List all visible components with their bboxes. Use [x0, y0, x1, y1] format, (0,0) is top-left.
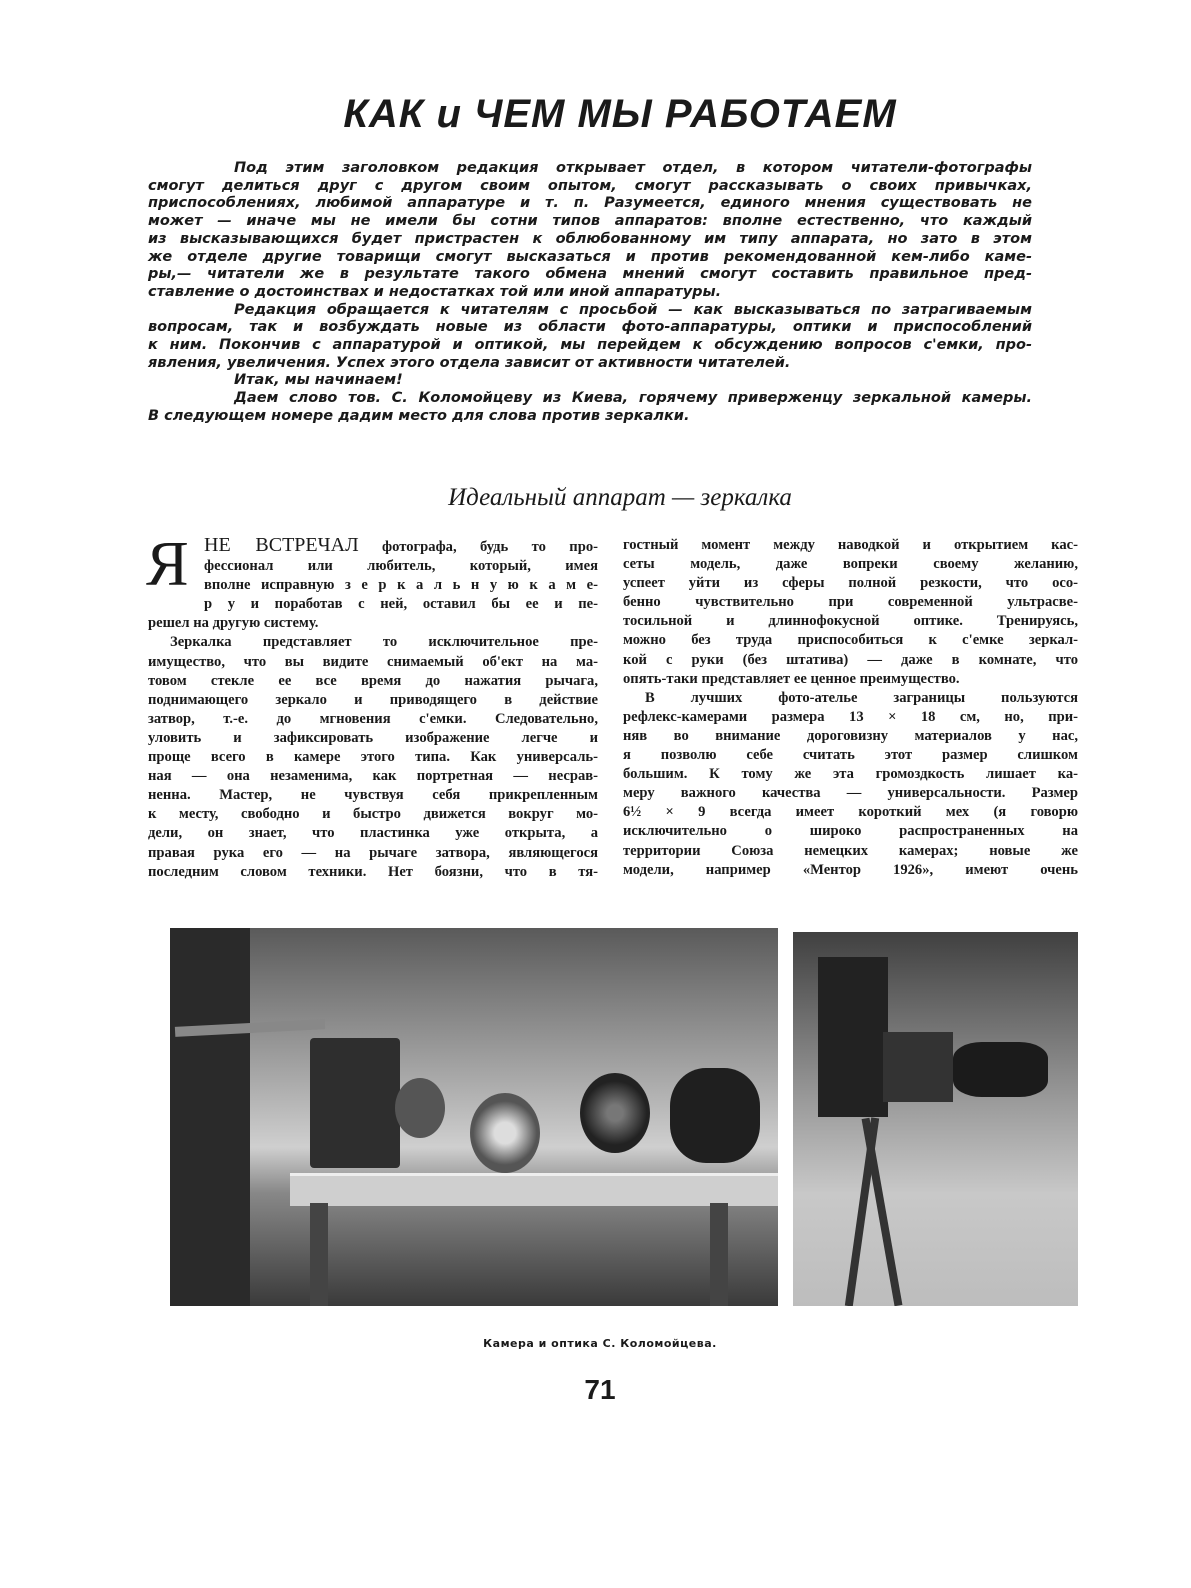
article-line: уловить и зафиксировать изображение легче и	[148, 729, 598, 746]
photo-reflex-camera	[310, 1038, 400, 1168]
article-line: модели, например «Ментор 1926», имеют очень	[623, 861, 1078, 878]
photo-lens	[953, 1042, 1048, 1097]
photo-camera-on-tripod	[793, 932, 1078, 1306]
article-line: кой с руки (без штатива) — даже в комнате, что	[623, 651, 1078, 668]
article-line: товом стекле ее все время до нажатия рычага,	[148, 672, 598, 689]
article-line: р у и поработав с ней, оставил бы ее и пе-	[204, 596, 598, 613]
photo-tripod-leg	[862, 1118, 903, 1306]
intro-line: Даем слово тов. С. Коломойцеву из Киева, горячему приверженцу зеркальной камеры.	[234, 390, 1032, 407]
article-line: бенно чувствительно при современной ультрасве-	[623, 594, 1078, 611]
article-line: Зеркалка представляет то исключительное пре-	[170, 634, 598, 651]
article-line: имущество, что вы видите снимаемый об'ект на ма-	[148, 653, 598, 670]
photo-lens	[395, 1078, 445, 1138]
article-line: вполне исправную з е р к а л ь н у ю к а м е-	[204, 577, 598, 594]
photo-table-leg	[310, 1203, 328, 1306]
page-number: 71	[584, 1374, 616, 1405]
article-line: проще всего в камере этого типа. Как универсаль-	[148, 749, 598, 766]
intro-line: ры,— читатели же в результате такого обмена мнений смогут составить правильное пред-	[148, 266, 1032, 283]
intro-line: Итак, мы начинаем!	[234, 372, 403, 389]
article-line: затвор, т.-е. до мгновения с'емки. Следовательно,	[148, 710, 598, 727]
article-line: гостный момент между наводкой и открытием кас-	[623, 537, 1078, 553]
article-line: успеет уйти из сферы полной резкости, что осо-	[623, 575, 1078, 592]
photo-curtain	[170, 928, 250, 1306]
article-line: правая рука его — на рычаге затвора, являющегося	[148, 844, 598, 861]
article-column-left	[146, 528, 598, 882]
article-line: рефлекс-камерами размера 13 × 18 см, но, при-	[623, 708, 1078, 725]
section-title: КАК и ЧЕМ МЫ РАБОТАЕМ	[343, 92, 897, 136]
article-line: тосильной и длиннофокусной оптике. Тренируясь,	[623, 613, 1078, 630]
article-line: опять-таки представляет ее ценное преимущество.	[623, 670, 960, 687]
photo-table-leg	[710, 1203, 728, 1306]
intro-line: может — иначе мы не имели бы сотни типов аппаратов: вполне естественно, что каждый	[148, 213, 1032, 230]
article-line: к месту, свободно и быстро движется вокруг мо-	[148, 806, 598, 823]
article-line: поднимающего зеркало и приводящего в действие	[148, 691, 598, 708]
article-line: ная — она незаменима, как портретная — несрав-	[148, 768, 598, 785]
article-line: можно без труда приспособиться к с'емке зеркал-	[623, 632, 1078, 649]
intro-line: Под этим заголовком редакция открывает отдел, в котором читатели-фотографы	[234, 160, 1032, 176]
article-line: исключительно о широко распространенных на	[623, 823, 1078, 840]
intro-line: из высказывающихся будет пристрастен к облюбованному им типу аппарата, но зато в этом	[148, 230, 1032, 247]
article-line: решел на другую систему.	[148, 615, 319, 632]
photo-lens	[580, 1073, 650, 1153]
photo-camera-bellows	[883, 1032, 953, 1102]
intro-line: явления, увеличения. Успех этого отдела зависит от активности читателей.	[148, 354, 791, 371]
article-title: Идеальный аппарат — зеркалка	[448, 484, 792, 511]
article-line: фессионал или любитель, который, имея	[204, 558, 598, 575]
photo-table	[290, 1173, 778, 1206]
intro-line: вопросам, так и возбуждать новые из области фото-аппаратуры, оптики и приспособлений	[148, 319, 1032, 336]
intro-line: В следующем номере дадим место для слова против зеркалки.	[148, 407, 690, 424]
photo-camera-and-lenses	[170, 928, 778, 1306]
intro-line: приспособлениях, любимой аппаратуре и т. п. Разумеется, единого мнения существовать не	[148, 195, 1032, 212]
intro-line: смогут делиться друг с другом своим опытом, смогут рассказывать о своих привычках,	[148, 177, 1032, 194]
article-line: я позволю себе считать этот размер слишком	[623, 747, 1078, 764]
photo-lens	[470, 1093, 540, 1173]
photo-reflex-camera	[818, 957, 888, 1117]
article-line-text: фотографа, будь то про-	[358, 539, 598, 555]
article-line: няв во внимание дороговизну материалов у нас,	[623, 727, 1078, 744]
intro-line: ставление о достоинствах и недостатках той или иной аппаратуры.	[148, 283, 722, 300]
intro-line: к ним. Покончив с аппаратурой и оптикой, мы перейдем к обсуждению вопросов с'емки, про-	[148, 337, 1032, 354]
article-line: последним словом техники. Нет боязни, что в тя-	[148, 863, 598, 880]
article-line: ненна. Мастер, не чувствуя себя прикрепленным	[148, 787, 598, 804]
article-line: 6½ × 9 всегда имеет короткий мех (я говорю	[623, 804, 1078, 821]
article-line: дели, он знает, что пластинка уже открыта, а	[148, 825, 598, 842]
article-line: большим. К тому же эта громоздкость лишает ка-	[623, 766, 1078, 783]
photo-lens-hood	[670, 1068, 760, 1163]
article-line: В лучших фото-ателье заграницы пользуются	[645, 689, 1078, 706]
intro-line: Редакция обращается к читателям с просьбой — как высказываться по затрагиваемым	[234, 301, 1032, 318]
lead-in-caps: НЕ ВСТРЕЧАЛ	[204, 534, 359, 556]
editorial-intro	[148, 160, 1032, 426]
article-line: сеты модель, даже вопреки своему желанию,	[623, 556, 1078, 573]
article-column-right	[623, 536, 1078, 880]
drop-cap: Я	[146, 528, 189, 599]
article-line: территории Союза немецких камерах; новые же	[623, 842, 1078, 859]
intro-line: же отделе другие товарищи смогут высказаться и против рекомендованной кем-либо каме-	[148, 248, 1032, 265]
figure-caption: Камера и оптика С. Коломойцева.	[483, 1337, 717, 1350]
article-line: меру важного качества — универсальности. Размер	[623, 785, 1078, 802]
article-line	[148, 536, 598, 557]
